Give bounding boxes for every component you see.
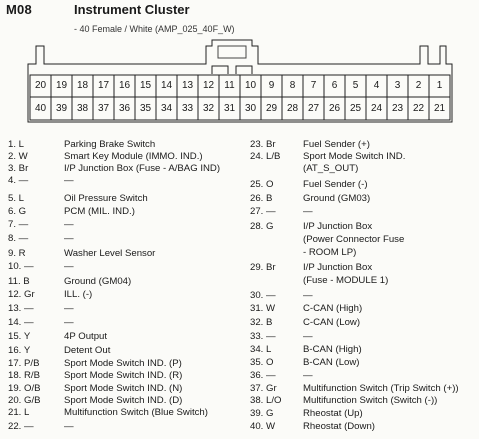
pin-description: Multifunction Switch (Blue Switch): [64, 407, 208, 418]
pin-label: 13: [181, 79, 194, 91]
pin-number: 37. Gr: [250, 383, 277, 394]
pin-description: Multifunction Switch (Switch (-)): [303, 395, 438, 406]
pin-number: 29. Br: [250, 262, 276, 273]
pin-label: 36: [118, 102, 131, 114]
pin-label: 23: [391, 102, 404, 114]
pin-label: 37: [97, 102, 110, 114]
pin-label: 28: [286, 102, 299, 114]
pin-description: —: [64, 421, 74, 432]
pin-number: 39. G: [250, 408, 274, 419]
pin-number: 38. L/O: [250, 395, 282, 406]
pin-description: —: [303, 370, 313, 381]
connector-key-tab-right: [236, 66, 252, 74]
pin-label: 33: [181, 102, 194, 114]
pin-description: Fuel Sender (+): [303, 139, 370, 150]
pin-description: 4P Output: [64, 331, 108, 342]
connector-key-tab-left: [212, 66, 228, 74]
pin-label: 30: [244, 102, 257, 114]
pin-description: Multifunction Switch (Trip Switch (+)): [303, 383, 459, 394]
pin-description: Ground (GM04): [64, 276, 132, 287]
pin-description: ILL. (-): [64, 289, 93, 300]
pin-label: 22: [412, 102, 425, 114]
pin-number: 6. G: [8, 206, 27, 217]
pin-label: 16: [118, 79, 131, 91]
pin-label: 2: [415, 79, 422, 91]
pin-description: - ROOM LP): [303, 247, 357, 258]
pin-number: 8. —: [8, 233, 29, 244]
pin-description: —: [64, 175, 74, 186]
pin-number: 9. R: [8, 248, 26, 259]
pin-description: Sport Mode Switch IND. (D): [64, 395, 183, 406]
pin-label: 14: [160, 79, 173, 91]
pin-description: —: [64, 233, 74, 244]
pin-description: C-CAN (Low): [303, 317, 361, 328]
pin-number: 27. —: [250, 206, 276, 217]
pin-number: 14. —: [8, 317, 34, 328]
pin-number: 16. Y: [8, 345, 31, 356]
pin-label: 39: [55, 102, 68, 114]
pin-number: 7. —: [8, 219, 29, 230]
pin-label: 3: [394, 79, 401, 91]
pin-label: 18: [76, 79, 89, 91]
pin-label: 34: [160, 102, 173, 114]
pin-number: 21. L: [8, 407, 30, 418]
pin-description: I/P Junction Box (Fuse - A/BAG IND): [64, 163, 221, 174]
pin-number: 18. R/B: [8, 370, 40, 381]
pin-number: 12. Gr: [8, 289, 35, 300]
pin-label: 29: [265, 102, 278, 114]
pin-label: 25: [349, 102, 362, 114]
pin-label: 9: [268, 79, 275, 91]
pin-description: I/P Junction Box: [303, 262, 373, 273]
pin-number: 32. B: [250, 317, 273, 328]
pin-description: —: [303, 331, 313, 342]
pin-number: 24. L/B: [250, 151, 281, 162]
pin-description: —: [64, 317, 74, 328]
pin-label: 8: [289, 79, 296, 91]
pin-label: 11: [224, 79, 235, 91]
pin-label: 6: [331, 79, 338, 91]
pin-description: C-CAN (High): [303, 303, 363, 314]
pin-description: Smart Key Module (IMMO. IND.): [64, 151, 203, 162]
pin-description: —: [303, 290, 313, 301]
pin-description: Rheostat (Down): [303, 421, 375, 432]
pin-label: 10: [244, 79, 257, 91]
pin-label: 40: [34, 102, 47, 114]
pin-label: 31: [223, 102, 236, 114]
pin-number: 4. —: [8, 175, 29, 186]
pin-description: Ground (GM03): [303, 193, 371, 204]
pin-label: 26: [328, 102, 341, 114]
pin-number: 20. G/B: [8, 395, 41, 406]
pin-description: Parking Brake Switch: [64, 139, 156, 150]
pin-number: 31. W: [250, 303, 276, 314]
pin-label: 21: [433, 102, 446, 114]
pin-number: 23. Br: [250, 139, 276, 150]
pin-label: 27: [307, 102, 320, 114]
pin-label: 4: [373, 79, 380, 91]
pin-description: (AT_S_OUT): [303, 163, 359, 174]
pin-number: 1. L: [8, 139, 25, 150]
pin-number: 33. —: [250, 331, 276, 342]
pin-number: 5. L: [8, 193, 25, 204]
pin-label: 35: [139, 102, 152, 114]
pin-description: Oil Pressure Switch: [64, 193, 148, 204]
pin-description: (Fuse - MODULE 1): [303, 275, 389, 286]
pin-label: 15: [139, 79, 152, 91]
pin-label: 7: [310, 79, 317, 91]
pin-label: 24: [370, 102, 383, 114]
pin-number: 26. B: [250, 193, 273, 204]
pin-description: (Power Connector Fuse: [303, 234, 405, 245]
pin-description: Sport Mode Switch IND. (P): [64, 358, 182, 369]
pin-number: 35. O: [250, 357, 274, 368]
pin-number: 40. W: [250, 421, 276, 432]
pin-label: 12: [202, 79, 215, 91]
pin-description: Sport Mode Switch IND.: [303, 151, 406, 162]
pin-description: Washer Level Sensor: [64, 248, 156, 259]
pin-label: 17: [97, 79, 110, 91]
pin-number: 11. B: [8, 276, 30, 287]
pin-label: 19: [55, 79, 68, 91]
pin-number: 36. —: [250, 370, 276, 381]
connector-code: M08: [6, 2, 32, 17]
pin-description: PCM (MIL. IND.): [64, 206, 135, 217]
pin-description: Fuel Sender (-): [303, 179, 368, 190]
pin-description: —: [64, 303, 74, 314]
pin-label: 1: [436, 79, 443, 91]
pin-label: 38: [76, 102, 89, 114]
pin-number: 15. Y: [8, 331, 31, 342]
page-title: Instrument Cluster: [74, 2, 190, 17]
pin-number: 25. O: [250, 179, 274, 190]
pin-number: 22. —: [8, 421, 34, 432]
pin-label: 32: [202, 102, 215, 114]
pin-number: 19. O/B: [8, 383, 41, 394]
pin-description: —: [64, 261, 74, 272]
pin-number: 3. Br: [8, 163, 29, 174]
connector-subtitle: - 40 Female / White (AMP_025_40F_W): [74, 24, 235, 34]
pin-number: 2. W: [8, 151, 28, 162]
pin-description: Sport Mode Switch IND. (R): [64, 370, 183, 381]
pin-label: 20: [34, 79, 47, 91]
pin-description: B-CAN (High): [303, 344, 362, 355]
pin-number: 34. L: [250, 344, 272, 355]
connector-latch: [218, 46, 246, 58]
pin-number: 17. P/B: [8, 358, 40, 369]
pin-description: —: [64, 219, 74, 230]
pin-description: Sport Mode Switch IND. (N): [64, 383, 183, 394]
pin-number: 13. —: [8, 303, 34, 314]
pin-number: 30. —: [250, 290, 276, 301]
pin-label: 5: [352, 79, 359, 91]
pin-description: Rheostat (Up): [303, 408, 363, 419]
pin-description: I/P Junction Box: [303, 221, 373, 232]
pin-description: —: [303, 206, 313, 217]
pin-number: 10. —: [8, 261, 34, 272]
pin-description: Detent Out: [64, 345, 111, 356]
pin-description: B-CAN (Low): [303, 357, 360, 368]
pin-number: 28. G: [250, 221, 274, 232]
